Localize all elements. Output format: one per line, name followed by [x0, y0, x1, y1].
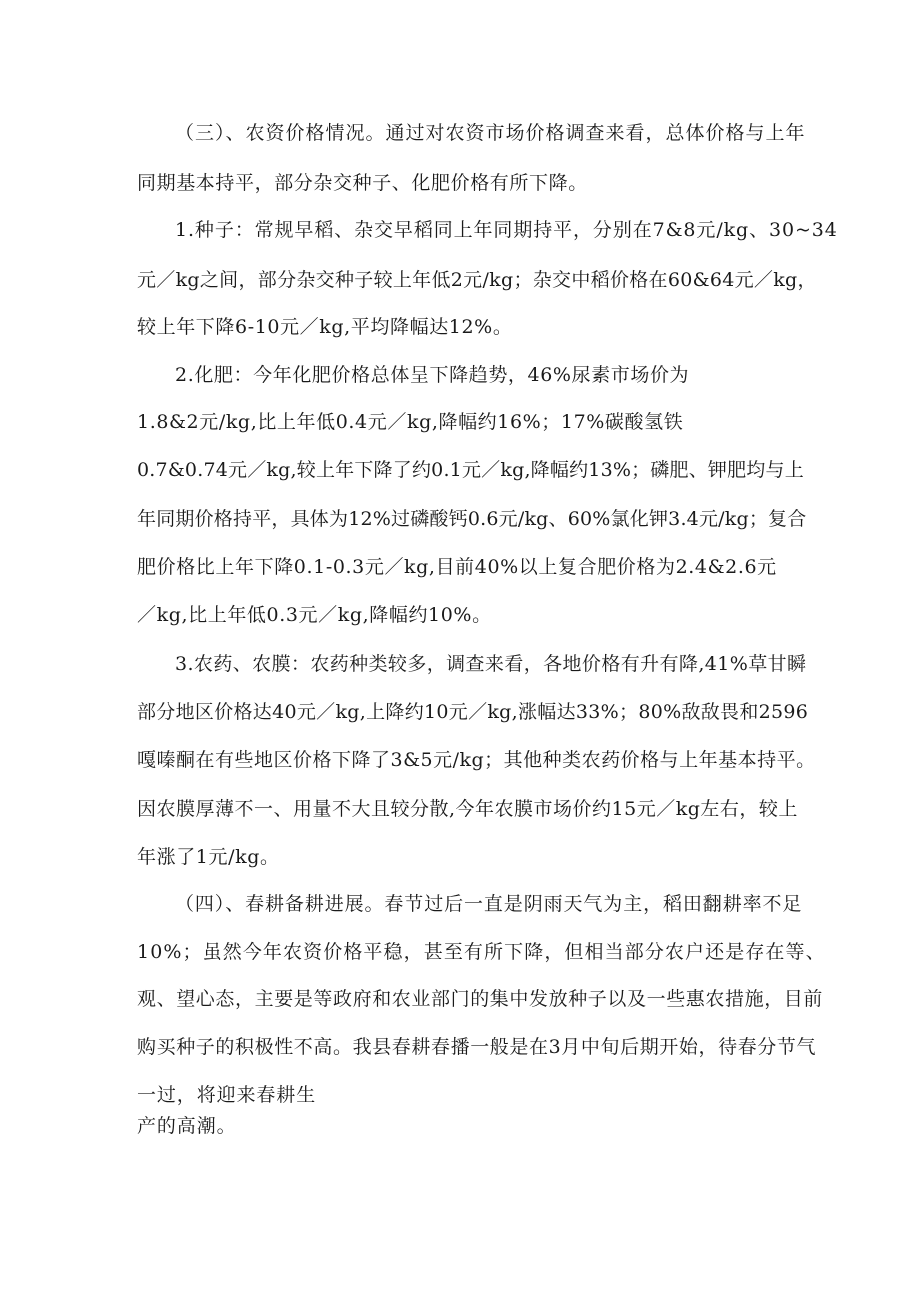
- paragraph-3-line-5: 肥价格比上年下降0.1-0.3元／kg,目前40%以上复合肥价格为2.4&2.6元: [137, 556, 777, 578]
- paragraph-1-line-1: （三）、农资价格情况。通过对农资市场价格调查来看，总体价格与上年: [175, 122, 806, 144]
- paragraph-4-line-5: 年涨了1元/kg。: [137, 846, 280, 868]
- paragraph-3-line-1: 2.化肥：今年化肥价格总体呈下降趋势，46%尿素市场价为: [175, 364, 690, 386]
- paragraph-5-line-1: （四）、春耕备耕进展。春节过后一直是阴雨天气为主，稻田翻耕率不足: [175, 893, 803, 915]
- paragraph-3-line-6: ／kg,比上年低0.3元／kg,降幅约10%。: [137, 604, 492, 626]
- paragraph-4-line-1: 3.农药、农膜：农药种类较多，调查来看，各地价格有升有降,41%草甘瞬: [175, 653, 807, 675]
- paragraph-5-line-6: 产的高潮。: [137, 1115, 237, 1137]
- paragraph-5-line-4: 购买种子的积极性不高。我县春耕春播一般是在3月中旬后期开始，待春分节气: [137, 1036, 817, 1058]
- paragraph-5-line-3: 观、望心态，主要是等政府和农业部门的集中发放种子以及一些惠农措施，目前: [137, 988, 824, 1010]
- paragraph-4-line-3: 嘎嗪酮在有些地区价格下降了3&5元/kg；其他种类农药价格与上年基本持平。: [137, 749, 816, 771]
- paragraph-3-line-3: 0.7&0.74元／kg,较上年下降了约0.1元／kg,降幅约13%；磷肥、钾肥均与上: [137, 459, 804, 481]
- paragraph-5-line-2: 10%；虽然今年农资价格平稳，甚至有所下降，但相当部分农户还是存在等、: [137, 941, 826, 963]
- paragraph-4-line-2: 部分地区价格达40元／kg,上降约10元／kg,涨幅达33%；80%敌敌畏和2596: [137, 701, 809, 723]
- paragraph-1-line-2: 同期基本持平，部分杂交种子、化肥价格有所下降。: [137, 172, 588, 194]
- paragraph-5-line-5: 一过，将迎来春耕生: [137, 1084, 317, 1106]
- paragraph-3-line-2: 1.8&2元/kg,比上年低0.4元／kg,降幅约16%；17%碳酸氢铁: [137, 411, 684, 433]
- paragraph-2-line-2: 元／kg之间，部分杂交种子较上年低2元/kg；杂交中稻价格在60&64元／kg，: [137, 269, 817, 291]
- paragraph-3-line-4: 年同期价格持平，具体为12%过磷酸钙0.6元/kg、60%氯化钾3.4元/kg；复合: [137, 508, 807, 530]
- paragraph-2-line-1: 1.种子：常规早稻、杂交早稻同上年同期持平，分别在7&8元/kg、30~34: [175, 219, 838, 241]
- paragraph-4-line-4: 因农膜厚薄不一、用量不大且较分散,今年农膜市场价约15元／kg左右，较上: [137, 798, 798, 820]
- paragraph-2-line-3: 较上年下降6-10元／kg,平均降幅达12%。: [137, 316, 513, 338]
